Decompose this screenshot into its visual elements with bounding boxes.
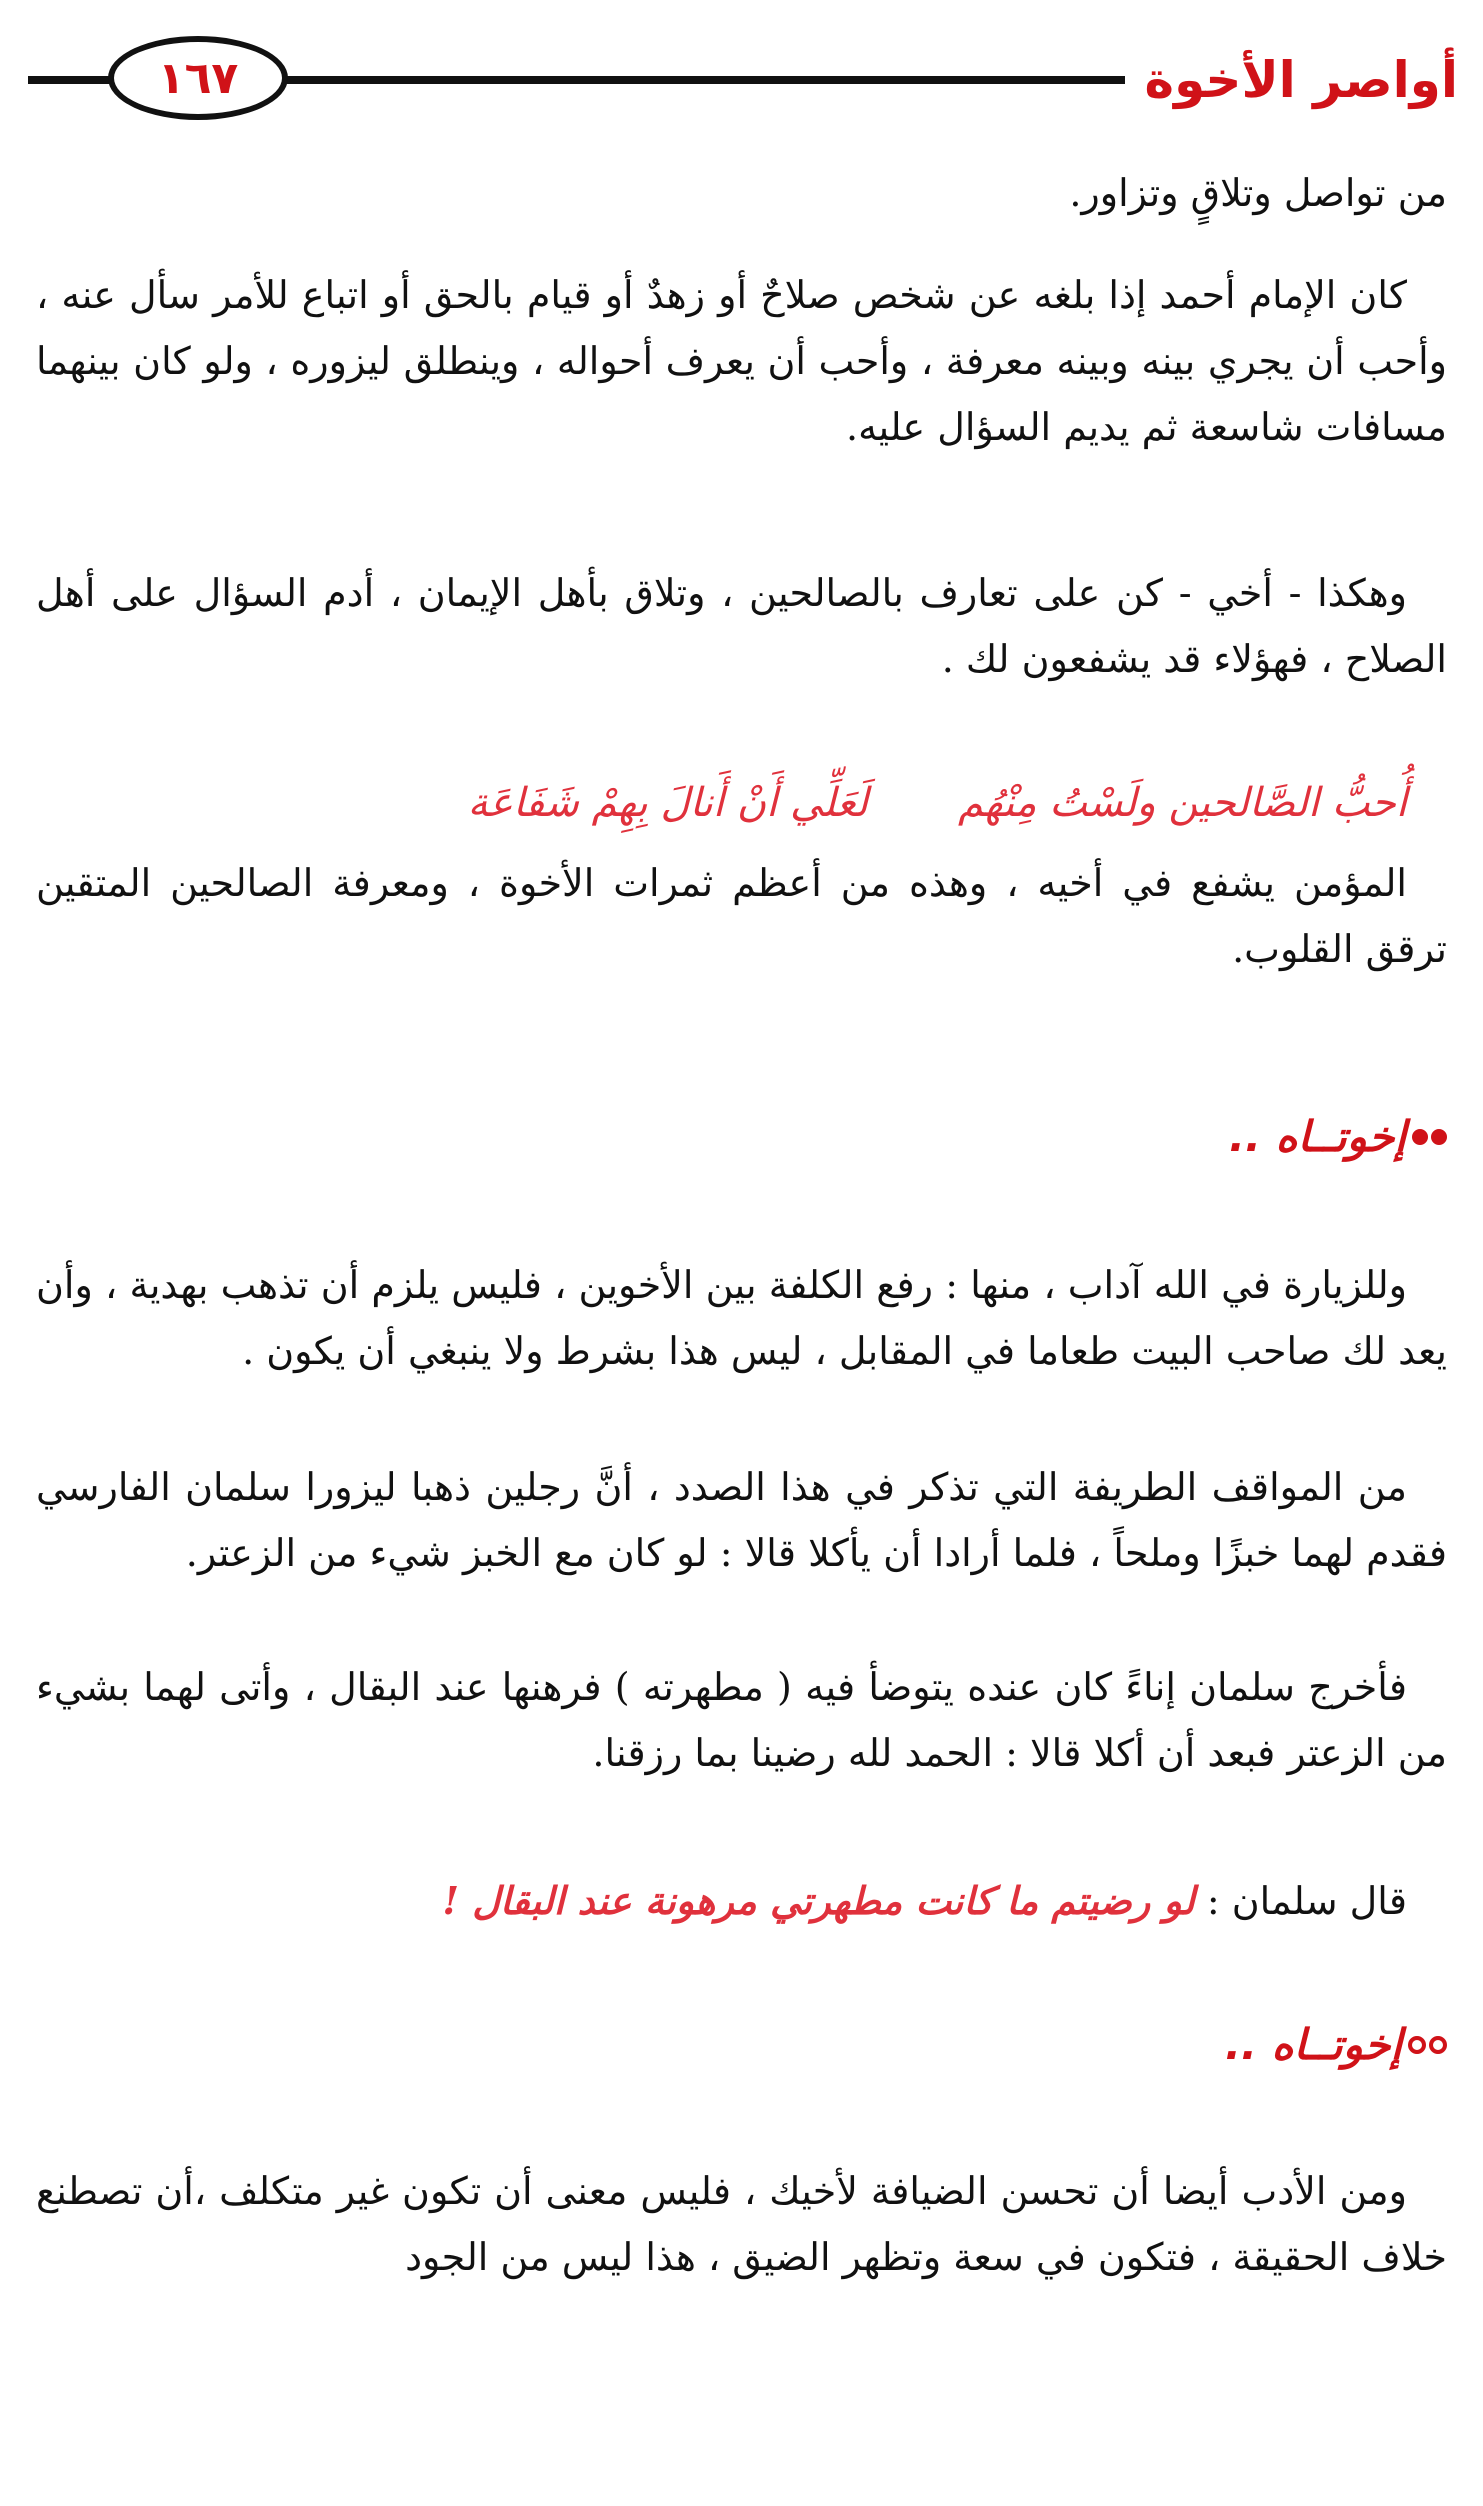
paragraph-salman-story: من المواقف الطريفة التي تذكر في هذا الصدد ، أنَّ رجلين ذهبا ليزورا سلمان الفارسي فقدم لهما خبزًا وملحاً ، فلما أرادا أن يأكلا قالا : لو كان مع الخبز شيء من الزعتر. bbox=[36, 1465, 1447, 1575]
section-heading-text: إخوتــاه .. bbox=[1225, 2020, 1402, 2069]
heading-bullet-icon bbox=[1408, 2036, 1447, 2054]
page-number-oval bbox=[108, 36, 288, 120]
section-heading-text: إخوتــاه .. bbox=[1229, 1112, 1406, 1161]
poem-hemistich-second: لَعَلِّي أَنْ أَنالَ بِهِمْ شَفَاعَة bbox=[467, 780, 869, 826]
paragraph-intercession: المؤمن يشفع في أخيه ، وهذه من أعظم ثمرات الأخوة ، ومعرفة الصالحين المتقين ترقق القلوب. bbox=[36, 861, 1447, 971]
poem-hemistich-first: أُحبُّ الصَّالحين ولَسْتُ مِنْهُم bbox=[958, 780, 1407, 826]
poem-verse bbox=[36, 768, 1407, 838]
salman-quote bbox=[36, 1868, 1407, 1934]
page-header bbox=[28, 30, 1458, 120]
paragraph-imam-ahmad: كان الإمام أحمد إذا بلغه عن شخص صلاحٌ أو زهدٌ أو قيام بالحق أو اتباع للأمر سأل عنه ، وأحب أن يجري بينه وبينه معرفة ، وأحب أن يعرف أحواله ، وينطلق ليزوره ، ولو كان بينهما مسافات شاسعة ثم يديم السؤال عليه. bbox=[36, 273, 1447, 449]
paragraph-visit-etiquette: وللزيارة في الله آداب ، منها : رفع الكلفة بين الأخوين ، فليس يلزم أن تذهب بهدية ، وأن يعد لك صاحب البيت طعاما في المقابل ، ليس هذا بشرط ولا ينبغي أن يكون . bbox=[36, 1263, 1447, 1373]
section-heading-1 bbox=[1229, 1112, 1447, 1161]
quote-text: لو رضيتم ما كانت مطهرتي مرهونة عند البقال ! bbox=[442, 1878, 1195, 1923]
book-title: أواصر الأخوة bbox=[1125, 48, 1458, 112]
quote-intro: قال سلمان : bbox=[1206, 1879, 1407, 1923]
paragraph-salman-vessel: فأخرج سلمان إناءً كان عنده يتوضأ فيه ( مطهرته ) فرهنها عند البقال ، وأتى لهما بشيء من الزعتر فبعد أن أكلا قالا : الحمد لله رضينا بما رزقنا. bbox=[36, 1665, 1447, 1775]
heading-bullet-icon bbox=[1412, 1129, 1447, 1145]
page-number: ١٦٧ bbox=[157, 52, 239, 104]
paragraph-hospitality: ومن الأدب أيضا أن تحسن الضيافة لأخيك ، فليس معنى أن تكون غير متكلف ،أن تصطنع خلاف الحقيقة ، فتكون في سعة وتظهر الضيق ، هذا ليس من الجود bbox=[36, 2169, 1447, 2279]
paragraph-continuation: من تواصل وتلاقٍ وتزاور. bbox=[1069, 171, 1447, 215]
paragraph-righteous-company: وهكذا - أخي - كن على تعارف بالصالحين ، وتلاق بأهل الإيمان ، أدم السؤال على أهل الصلاح ، فهؤلاء قد يشفعون لك . bbox=[36, 571, 1447, 681]
section-heading-2 bbox=[1225, 2020, 1447, 2069]
